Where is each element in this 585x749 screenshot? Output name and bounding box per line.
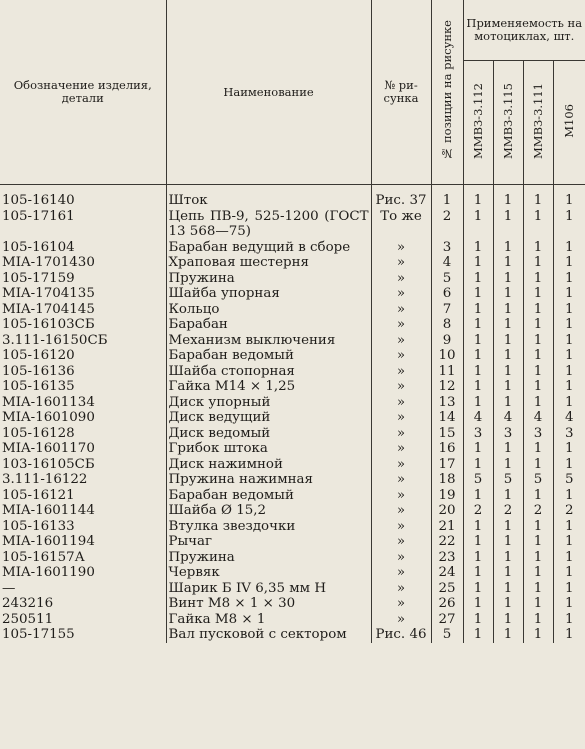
part-name: Шток	[166, 185, 371, 209]
part-name: Гайка М14 × 1,25	[166, 379, 371, 395]
position-number: 21	[431, 519, 463, 535]
qty-model-3: 1	[523, 627, 553, 643]
figure-ref: »	[371, 596, 431, 612]
table-row	[0, 317, 585, 333]
qty-model-2: 1	[493, 240, 523, 256]
qty-model-4: 1	[553, 488, 585, 504]
figure-ref: »	[371, 379, 431, 395]
qty-model-3: 1	[523, 255, 553, 271]
qty-model-3: 1	[523, 612, 553, 628]
qty-model-3: 1	[523, 565, 553, 581]
position-number: 26	[431, 596, 463, 612]
figure-ref: »	[371, 565, 431, 581]
qty-model-1: 1	[463, 534, 493, 550]
part-code: 105-16136	[2, 363, 75, 379]
position-number: 19	[431, 488, 463, 504]
qty-model-2: 1	[493, 612, 523, 628]
position-number: 15	[431, 426, 463, 442]
qty-model-4: 1	[553, 581, 585, 597]
figure-ref: »	[371, 581, 431, 597]
qty-model-1: 1	[463, 488, 493, 504]
part-name: Шарик Б IV 6,35 мм Н	[166, 581, 371, 597]
figure-ref: Рис. 37	[371, 185, 431, 209]
qty-model-2: 1	[493, 627, 523, 643]
table-row	[0, 565, 585, 581]
qty-model-2: 5	[493, 472, 523, 488]
qty-model-4: 1	[553, 348, 585, 364]
position-number: 18	[431, 472, 463, 488]
table-row	[0, 457, 585, 473]
qty-model-1: 3	[463, 426, 493, 442]
qty-model-2: 4	[493, 410, 523, 426]
table-row	[0, 302, 585, 318]
qty-model-3: 1	[523, 302, 553, 318]
table-row	[0, 441, 585, 457]
figure-ref: »	[371, 457, 431, 473]
qty-model-1: 5	[463, 472, 493, 488]
qty-model-2: 1	[493, 488, 523, 504]
qty-model-3: 3	[523, 426, 553, 442]
header-model-3: ММВЗ-3.111	[530, 83, 545, 159]
qty-model-1: 1	[463, 348, 493, 364]
figure-ref: »	[371, 364, 431, 380]
part-code: 105-16128	[2, 425, 75, 441]
qty-model-4: 1	[553, 596, 585, 612]
position-number: 23	[431, 550, 463, 566]
figure-ref: »	[371, 519, 431, 535]
qty-model-1: 1	[463, 627, 493, 643]
qty-model-2: 1	[493, 302, 523, 318]
qty-model-4: 1	[553, 457, 585, 473]
part-code: 105-16104	[2, 239, 75, 255]
table-row	[0, 488, 585, 504]
qty-model-2: 1	[493, 565, 523, 581]
qty-model-4: 4	[553, 410, 585, 426]
position-number: 25	[431, 581, 463, 597]
part-name: Цепь ПВ-9, 525-1200 (ГОСТ 13 568—75)	[166, 209, 371, 240]
part-code: 105-16103СБ	[2, 317, 95, 332]
qty-model-4: 1	[553, 255, 585, 271]
qty-model-2: 1	[493, 317, 523, 333]
qty-model-1: 1	[463, 565, 493, 581]
part-name: Барабан ведущий в сборе	[166, 240, 371, 256]
table-row	[0, 364, 585, 380]
qty-model-1: 2	[463, 503, 493, 519]
qty-model-3: 1	[523, 271, 553, 287]
qty-model-3: 1	[523, 185, 553, 209]
part-code: MIA-1601134	[2, 394, 95, 410]
qty-model-4: 1	[553, 395, 585, 411]
position-number: 11	[431, 364, 463, 380]
qty-model-3: 1	[523, 550, 553, 566]
table-header	[0, 0, 585, 185]
table-row	[0, 185, 585, 209]
part-code: 105-16140	[2, 193, 75, 208]
part-code: 103-16105СБ	[2, 456, 95, 472]
table-row	[0, 519, 585, 535]
qty-model-1: 4	[463, 410, 493, 426]
figure-ref: »	[371, 255, 431, 271]
header-designation: Обозначение изделия, детали	[0, 0, 166, 185]
table-row	[0, 612, 585, 628]
qty-model-1: 1	[463, 185, 493, 209]
part-name: Диск нажимной	[166, 457, 371, 473]
qty-model-1: 1	[463, 581, 493, 597]
table-row	[0, 472, 585, 488]
part-name: Пружина	[166, 271, 371, 287]
qty-model-1: 1	[463, 364, 493, 380]
part-code: 105-17159	[2, 270, 75, 286]
position-number: 10	[431, 348, 463, 364]
part-code: MIA-1601090	[2, 410, 95, 425]
qty-model-1: 1	[463, 379, 493, 395]
part-name: Пружина	[166, 550, 371, 566]
header-model-cell	[523, 61, 553, 185]
qty-model-2: 1	[493, 379, 523, 395]
qty-model-4: 1	[553, 519, 585, 535]
table-row	[0, 240, 585, 256]
qty-model-3: 1	[523, 534, 553, 550]
position-number: 9	[431, 333, 463, 349]
position-number: 24	[431, 565, 463, 581]
header-figure: № ри-сунка	[371, 0, 431, 185]
position-number: 5	[431, 627, 463, 643]
qty-model-4: 1	[553, 534, 585, 550]
qty-model-4: 1	[553, 333, 585, 349]
qty-model-2: 1	[493, 255, 523, 271]
qty-model-3: 1	[523, 379, 553, 395]
part-name: Вал пусковой с сектором	[166, 627, 371, 643]
table-row	[0, 581, 585, 597]
qty-model-2: 1	[493, 185, 523, 209]
qty-model-2: 1	[493, 395, 523, 411]
qty-model-2: 1	[493, 333, 523, 349]
qty-model-4: 1	[553, 364, 585, 380]
figure-ref: »	[371, 333, 431, 349]
qty-model-4: 2	[553, 503, 585, 519]
part-name: Пружина нажимная	[166, 472, 371, 488]
position-number: 17	[431, 457, 463, 473]
qty-model-1: 1	[463, 333, 493, 349]
qty-model-1: 1	[463, 255, 493, 271]
header-usage: Применяемость на мотоциклах, шт.	[463, 0, 585, 61]
header-model-cell	[493, 61, 523, 185]
figure-ref: »	[371, 503, 431, 519]
qty-model-1: 1	[463, 317, 493, 333]
qty-model-3: 1	[523, 286, 553, 302]
position-number: 2	[431, 209, 463, 240]
qty-model-4: 1	[553, 302, 585, 318]
table-row	[0, 333, 585, 349]
qty-model-4: 1	[553, 441, 585, 457]
part-name: Втулка звездочки	[166, 519, 371, 535]
qty-model-3: 1	[523, 441, 553, 457]
part-name: Гайка М8 × 1	[166, 612, 371, 628]
qty-model-3: 5	[523, 472, 553, 488]
figure-ref: »	[371, 534, 431, 550]
part-name: Храповая шестерня	[166, 255, 371, 271]
qty-model-1: 1	[463, 612, 493, 628]
part-code: 3.111-16150СБ	[2, 332, 108, 348]
qty-model-1: 1	[463, 519, 493, 535]
qty-model-1: 1	[463, 441, 493, 457]
qty-model-2: 1	[493, 271, 523, 287]
position-number: 8	[431, 317, 463, 333]
figure-ref: »	[371, 271, 431, 287]
table-row	[0, 534, 585, 550]
part-code: MIA-1704145	[2, 301, 95, 317]
table-row	[0, 255, 585, 271]
part-code: 105-16157А	[2, 549, 85, 565]
figure-ref: То же	[371, 209, 431, 240]
qty-model-3: 1	[523, 519, 553, 535]
part-code: 105-16133	[2, 518, 75, 534]
table-row	[0, 426, 585, 442]
part-code: 243216	[2, 596, 54, 611]
header-position-cell	[431, 0, 463, 185]
position-number: 7	[431, 302, 463, 318]
part-code: —	[2, 580, 16, 596]
qty-model-3: 1	[523, 488, 553, 504]
qty-model-3: 1	[523, 209, 553, 240]
part-code: 105-16120	[2, 348, 75, 363]
qty-model-4: 1	[553, 286, 585, 302]
part-name: Шайба упорная	[166, 286, 371, 302]
table-row	[0, 395, 585, 411]
header-model-cell	[553, 61, 585, 185]
qty-model-2: 1	[493, 457, 523, 473]
qty-model-3: 1	[523, 581, 553, 597]
part-name: Диск упорный	[166, 395, 371, 411]
figure-ref: »	[371, 240, 431, 256]
qty-model-2: 1	[493, 364, 523, 380]
part-code: 3.111-16122	[2, 472, 88, 487]
qty-model-2: 1	[493, 209, 523, 240]
qty-model-4: 1	[553, 240, 585, 256]
qty-model-2: 1	[493, 581, 523, 597]
header-model-cell	[463, 61, 493, 185]
qty-model-2: 1	[493, 348, 523, 364]
position-number: 5	[431, 271, 463, 287]
qty-model-4: 3	[553, 426, 585, 442]
figure-ref: Рис. 46	[371, 627, 431, 643]
qty-model-3: 1	[523, 457, 553, 473]
qty-model-2: 1	[493, 286, 523, 302]
qty-model-4: 1	[553, 379, 585, 395]
part-name: Механизм выключения	[166, 333, 371, 349]
qty-model-3: 2	[523, 503, 553, 519]
qty-model-1: 1	[463, 240, 493, 256]
part-name: Кольцо	[166, 302, 371, 318]
part-name: Винт М8 × 1 × 30	[166, 596, 371, 612]
position-number: 4	[431, 255, 463, 271]
part-code: 105-17155	[2, 627, 75, 642]
qty-model-2: 1	[493, 441, 523, 457]
qty-model-2: 2	[493, 503, 523, 519]
position-number: 20	[431, 503, 463, 519]
header-name: Наименование	[166, 0, 371, 185]
part-name: Диск ведущий	[166, 410, 371, 426]
table-row	[0, 286, 585, 302]
part-name: Червяк	[166, 565, 371, 581]
qty-model-1: 1	[463, 550, 493, 566]
qty-model-4: 5	[553, 472, 585, 488]
figure-ref: »	[371, 410, 431, 426]
figure-ref: »	[371, 395, 431, 411]
header-model-4: М106	[561, 104, 576, 138]
qty-model-3: 1	[523, 333, 553, 349]
qty-model-1: 1	[463, 302, 493, 318]
header-position: № позиции на рисунке	[439, 20, 454, 161]
qty-model-4: 1	[553, 271, 585, 287]
figure-ref: »	[371, 441, 431, 457]
header-model-1: ММВЗ-3.112	[470, 83, 485, 159]
part-name: Рычаг	[166, 534, 371, 550]
part-code: 105-17161	[2, 208, 75, 224]
part-name: Барабан	[166, 317, 371, 333]
qty-model-4: 1	[553, 317, 585, 333]
qty-model-1: 1	[463, 596, 493, 612]
qty-model-3: 1	[523, 395, 553, 411]
qty-model-1: 1	[463, 271, 493, 287]
table-row	[0, 503, 585, 519]
qty-model-3: 4	[523, 410, 553, 426]
position-number: 27	[431, 612, 463, 628]
figure-ref: »	[371, 550, 431, 566]
part-code: MIA-1601190	[2, 565, 95, 580]
qty-model-2: 1	[493, 550, 523, 566]
qty-model-3: 1	[523, 596, 553, 612]
qty-model-1: 1	[463, 209, 493, 240]
position-number: 6	[431, 286, 463, 302]
qty-model-1: 1	[463, 286, 493, 302]
qty-model-1: 1	[463, 395, 493, 411]
qty-model-3: 1	[523, 364, 553, 380]
part-name: Шайба Ø 15,2	[166, 503, 371, 519]
part-code: MIA-1701430	[2, 255, 95, 270]
part-code: 105-16121	[2, 487, 75, 503]
qty-model-2: 1	[493, 534, 523, 550]
qty-model-2: 1	[493, 596, 523, 612]
position-number: 12	[431, 379, 463, 395]
position-number: 13	[431, 395, 463, 411]
qty-model-4: 1	[553, 209, 585, 240]
table-body	[0, 185, 585, 643]
figure-ref: »	[371, 302, 431, 318]
table-row	[0, 596, 585, 612]
position-number: 22	[431, 534, 463, 550]
qty-model-1: 1	[463, 457, 493, 473]
part-name: Шайба стопорная	[166, 364, 371, 380]
part-code: MIA-1704135	[2, 286, 95, 301]
position-number: 16	[431, 441, 463, 457]
part-code: MIA-1601194	[2, 534, 95, 549]
figure-ref: »	[371, 317, 431, 333]
qty-model-4: 1	[553, 550, 585, 566]
table-row	[0, 209, 585, 240]
header-model-2: ММВЗ-3.115	[500, 83, 515, 159]
part-name: Грибок штока	[166, 441, 371, 457]
figure-ref: »	[371, 472, 431, 488]
qty-model-3: 1	[523, 348, 553, 364]
qty-model-4: 1	[553, 565, 585, 581]
table-row	[0, 379, 585, 395]
part-code: 105-16135	[2, 379, 75, 394]
table-row	[0, 271, 585, 287]
table-row	[0, 410, 585, 426]
part-name: Барабан ведомый	[166, 348, 371, 364]
part-name: Диск ведомый	[166, 426, 371, 442]
qty-model-3: 1	[523, 240, 553, 256]
figure-ref: »	[371, 286, 431, 302]
qty-model-4: 1	[553, 612, 585, 628]
qty-model-2: 1	[493, 519, 523, 535]
table-row	[0, 627, 585, 643]
figure-ref: »	[371, 612, 431, 628]
qty-model-4: 1	[553, 627, 585, 643]
part-code: MIA-1601144	[2, 503, 95, 518]
table-row	[0, 348, 585, 364]
position-number: 14	[431, 410, 463, 426]
part-name: Барабан ведомый	[166, 488, 371, 504]
qty-model-3: 1	[523, 317, 553, 333]
part-code: MIA-1601170	[2, 441, 95, 456]
position-number: 1	[431, 185, 463, 209]
table-row	[0, 550, 585, 566]
qty-model-2: 3	[493, 426, 523, 442]
figure-ref: »	[371, 348, 431, 364]
figure-ref: »	[371, 426, 431, 442]
figure-ref: »	[371, 488, 431, 504]
qty-model-4: 1	[553, 185, 585, 209]
part-code: 250511	[2, 611, 54, 627]
position-number: 3	[431, 240, 463, 256]
